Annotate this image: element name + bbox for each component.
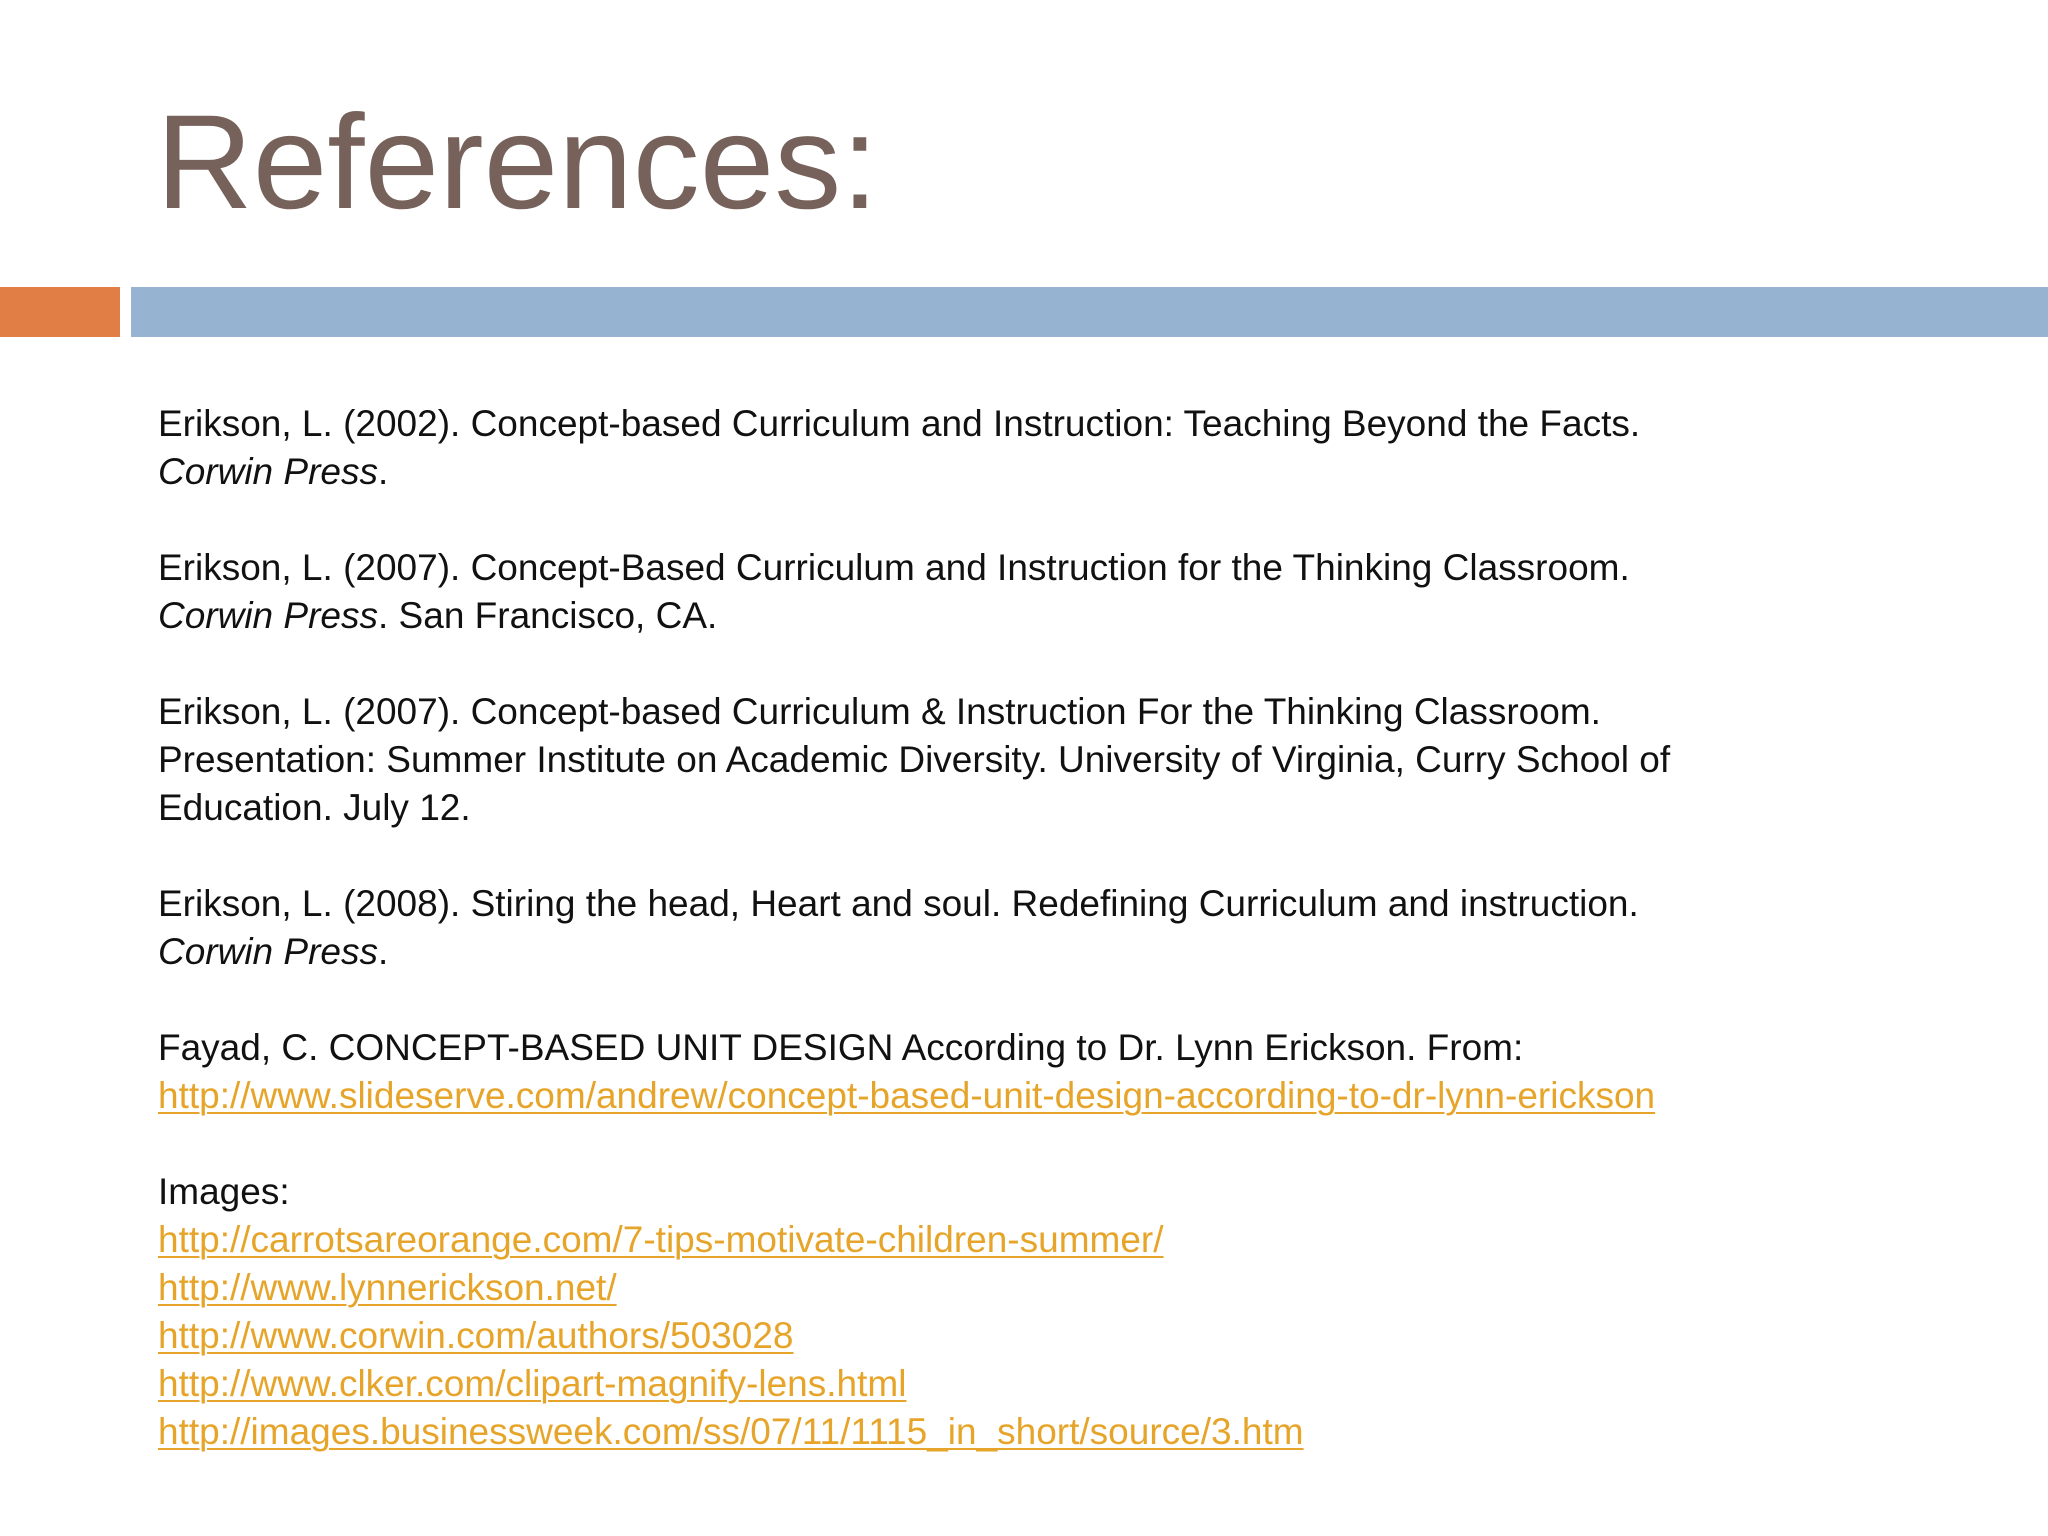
reference-text: Erikson, L. (2007). Concept-Based Curriculum and Instruction for the Thinking Classroom. (158, 547, 1630, 588)
image-source-link[interactable]: http://images.businessweek.com/ss/07/11/1115_in_short/source/3.htm (158, 1411, 1304, 1452)
reference-entry (158, 400, 1998, 496)
reference-entry (158, 688, 1998, 832)
reference-text: Presentation: Summer Institute on Academic Diversity. University of Virginia, Curry School of (158, 739, 1671, 780)
reference-entry (158, 544, 1998, 640)
image-source-link[interactable]: http://www.lynnerickson.net/ (158, 1267, 617, 1308)
images-label: Images: (158, 1171, 290, 1212)
reference-publisher: Corwin Press (158, 931, 378, 972)
reference-text: Erikson, L. (2002). Concept-based Curriculum and Instruction: Teaching Beyond the Facts. (158, 403, 1641, 444)
references-list (158, 400, 1998, 1504)
reference-text: Erikson, L. (2008). Stiring the head, Heart and soul. Redefining Curriculum and instruction. (158, 883, 1639, 924)
image-source-link[interactable]: http://www.corwin.com/authors/503028 (158, 1315, 794, 1356)
reference-link[interactable]: http://www.slideserve.com/andrew/concept-based-unit-design-according-to-dr-lynn-erickson (158, 1075, 1656, 1116)
reference-tail: . (378, 451, 389, 492)
image-source-link[interactable]: http://www.clker.com/clipart-magnify-lens.html (158, 1363, 907, 1404)
reference-entry (158, 880, 1998, 976)
images-section (158, 1168, 1998, 1456)
reference-tail: . San Francisco, CA. (378, 595, 718, 636)
reference-tail: . (378, 931, 389, 972)
reference-entry (158, 1024, 1998, 1120)
reference-publisher-line (158, 928, 1998, 976)
image-source-link[interactable]: http://carrotsareorange.com/7-tips-motivate-children-summer/ (158, 1219, 1164, 1260)
reference-text: Fayad, C. CONCEPT-BASED UNIT DESIGN According to Dr. Lynn Erickson. From: (158, 1027, 1524, 1068)
accent-bar-blue (131, 287, 2048, 337)
reference-publisher: Corwin Press (158, 595, 378, 636)
reference-publisher: Corwin Press (158, 451, 378, 492)
accent-bar-orange (0, 287, 120, 337)
reference-text: Education. July 12. (158, 787, 471, 828)
reference-publisher-line (158, 592, 1998, 640)
slide-title: References: (156, 88, 879, 237)
reference-text: Erikson, L. (2007). Concept-based Curriculum & Instruction For the Thinking Classroom. (158, 691, 1601, 732)
reference-publisher-line (158, 448, 1998, 496)
